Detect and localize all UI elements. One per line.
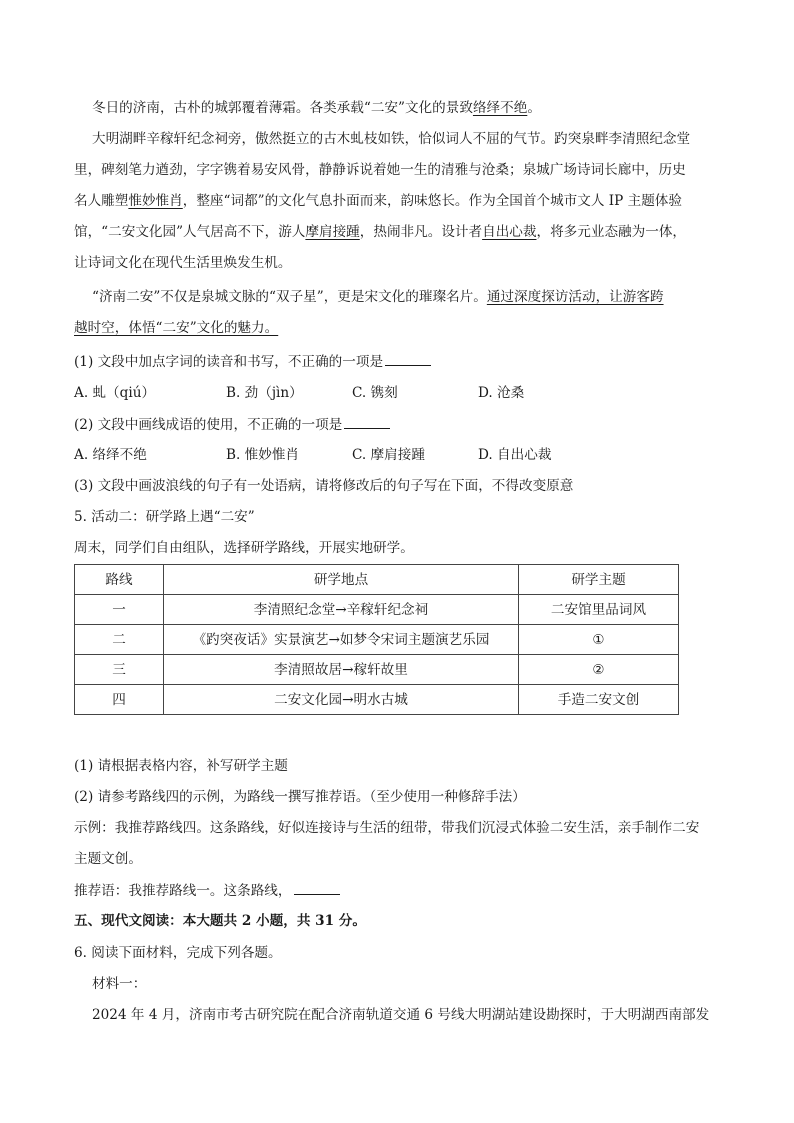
underlined-idiom: 自出心裁 xyxy=(482,224,537,240)
example-line: 示例：我推荐路线四。这条路线，好似连接诗与生活的纽带，带我们沉浸式体验二安生活，亲手制作二安 xyxy=(74,820,700,836)
table-cell: 二安文化园→明水古城 xyxy=(164,685,519,715)
underlined-idiom: 摩肩接踵 xyxy=(305,224,360,240)
passage-line: 里，碑刻笔力遒劲，字字镌着易安风骨，静静诉说着她一生的清雅与沧桑；泉城广场诗词长廊中，历史 xyxy=(74,162,686,178)
recommendation-prompt: 推荐语：我推荐路线一。这条路线， xyxy=(74,880,340,901)
table-cell: 手造二安文创 xyxy=(519,685,679,715)
table-cell: 二安馆里品词风 xyxy=(519,595,679,625)
answer-blank[interactable] xyxy=(294,880,340,895)
activity-title: 5. 活动二：研学路上遇“二安” xyxy=(74,509,255,525)
underlined-idiom: 惟妙惟肖 xyxy=(128,193,183,209)
column-header: 研学地点 xyxy=(164,565,519,595)
passage-line: 名人雕塑惟妙惟肖，整座“词都”的文化气息扑面而来，韵味悠长。作为全国首个城市文人 IP 主题体验 xyxy=(74,193,682,209)
table-row xyxy=(75,685,679,715)
passage-line: 馆，“二安文化园”人气居高不下，游人摩肩接踵，热闹非凡。设计者自出心裁，将多元业态融为一体， xyxy=(74,224,687,240)
activity-intro: 周末，同学们自由组队，选择研学路线，开展实地研学。 xyxy=(74,540,414,556)
table-row xyxy=(75,655,679,685)
option-b[interactable]: B. 惟妙惟肖 xyxy=(226,447,300,463)
table-cell: 《趵突夜话》实景演艺→如梦令宋词主题演艺乐园 xyxy=(164,625,519,655)
table-cell: 一 xyxy=(75,595,164,625)
passage-paragraph-1: 冬日的济南，古朴的城郭覆着薄霜。各类承载“二安”文化的景致络绎不绝。 xyxy=(92,100,541,116)
material-label: 材料一： xyxy=(92,976,147,992)
column-header: 路线 xyxy=(75,565,164,595)
wavy-underlined-sentence: 通过深度探访活动，让游客跨 xyxy=(486,289,664,305)
table-row xyxy=(75,595,679,625)
example-line: 主题文创。 xyxy=(74,851,142,867)
table-row xyxy=(75,625,679,655)
section-heading: 五、现代文阅读：本大题共 2 小题，共 31 分。 xyxy=(74,913,366,929)
column-header: 研学主题 xyxy=(519,565,679,595)
table-cell[interactable]: ① xyxy=(519,625,679,655)
underlined-idiom: 络绎不绝 xyxy=(472,100,528,116)
answer-blank[interactable] xyxy=(385,351,431,366)
material-text: 2024 年 4 月，济南市考古研究院在配合济南轨道交通 6 号线大明湖站建设勘探时，于大明湖西南部发 xyxy=(92,1007,710,1023)
subquestion-1: (1) 请根据表格内容，补写研学主题 xyxy=(74,758,288,774)
passage-line: 大明湖畔辛稼轩纪念祠旁，傲然挺立的古木虬枝如铁，恰似词人不屈的气节。趵突泉畔李清照纪念堂 xyxy=(92,131,691,147)
table-cell: 四 xyxy=(75,685,164,715)
option-a[interactable]: A. 络绎不绝 xyxy=(74,447,147,463)
option-a[interactable]: A. 虬（qiú） xyxy=(74,385,156,401)
option-d[interactable]: D. 沧桑 xyxy=(478,385,525,401)
question-1: (1) 文段中加点字词的读音和书写，不正确的一项是 xyxy=(74,351,431,372)
table-cell: 二 xyxy=(75,625,164,655)
passage-line: 让诗词文化在现代生活里焕发生机。 xyxy=(74,255,292,271)
question-2: (2) 文段中画线成语的使用，不正确的一项是 xyxy=(74,414,390,435)
option-c[interactable]: C. 镌刻 xyxy=(352,385,398,401)
table-cell: 三 xyxy=(75,655,164,685)
table-cell: 李清照故居→稼轩故里 xyxy=(164,655,519,685)
option-d[interactable]: D. 自出心裁 xyxy=(478,447,552,463)
table-cell[interactable]: ② xyxy=(519,655,679,685)
option-b[interactable]: B. 劲（jìn） xyxy=(226,385,303,401)
table-cell: 李清照纪念堂→辛稼轩纪念祠 xyxy=(164,595,519,625)
passage-line xyxy=(74,318,278,338)
question-6: 6. 阅读下面材料，完成下列各题。 xyxy=(74,945,282,961)
wavy-underlined-sentence: 越时空，体悟“二安”文化的魅力。 xyxy=(74,320,279,336)
research-route-table xyxy=(74,564,679,715)
table-header-row xyxy=(75,565,679,595)
passage-paragraph-3: “济南二安”不仅是泉城文脉的“双子星”，更是宋文化的璀璨名片。通过深度探访活动，让游客跨 xyxy=(92,289,664,305)
question-3: (3) 文段中画波浪线的句子有一处语病，请将修改后的句子写在下面，不得改变原意 xyxy=(74,478,574,494)
subquestion-2: (2) 请参考路线四的示例，为路线一撰写推荐语。（至少使用一种修辞手法） xyxy=(74,789,526,805)
option-c[interactable]: C. 摩肩接踵 xyxy=(352,447,425,463)
answer-blank[interactable] xyxy=(344,414,390,429)
